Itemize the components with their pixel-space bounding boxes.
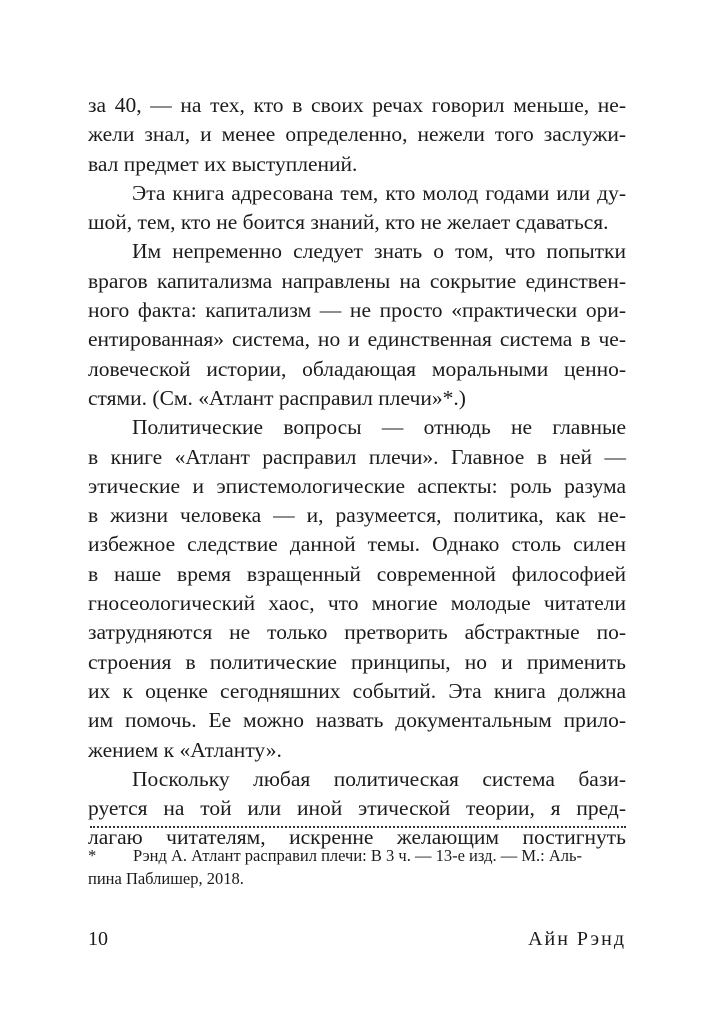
text-line: Политические вопросы — отнюдь не главные xyxy=(132,415,626,440)
text-line: шой, тем, кто не боится знаний, кто не желает сдаваться. xyxy=(88,210,609,235)
page-footer xyxy=(88,928,626,956)
footnote-line: пина Паблишер, 2018. xyxy=(88,869,244,888)
body-text xyxy=(88,91,626,853)
text-line: Поскольку любая политическая система бази- xyxy=(132,766,626,791)
text-line: в наше время взращенный современной философией xyxy=(88,561,626,586)
text-line: этические и эпистемологические аспекты: роль разума xyxy=(88,473,626,498)
text-line: в книге «Атлант расправил плечи». Главное в ней — xyxy=(88,444,626,469)
text-line: врагов капитализма направлены на сокрытие единствен- xyxy=(88,268,626,293)
text-line: стями. (См. «Атлант расправил плечи»*.) xyxy=(88,385,466,410)
text-line: ного факта: капитализм — не просто «практически ори- xyxy=(88,298,626,323)
footnote-marker: * xyxy=(88,846,97,865)
running-head: Айн Рэнд xyxy=(528,928,626,950)
text-line: Эта книга адресована тем, кто молод годами или ду- xyxy=(132,180,626,205)
page-number: 10 xyxy=(88,928,108,950)
footnote xyxy=(88,844,626,890)
text-line: за 40, — на тех, кто в своих речах говорил меньше, не- xyxy=(88,93,626,117)
text-line: Им непременно следует знать о том, что попытки xyxy=(132,239,626,264)
footnote-divider xyxy=(90,826,626,828)
text-line: их к оценке сегодняшних событий. Эта книга должна xyxy=(88,678,626,703)
text-line: ентированная» система, но и единственная система в че- xyxy=(88,327,626,352)
footnote-text: Рэнд А. Атлант расправил плечи: В 3 ч. — 13-е изд. — М.: Аль- xyxy=(133,846,583,865)
text-line: жением к «Атланту». xyxy=(88,737,282,762)
text-line: строения в политические принципы, но и применить xyxy=(88,649,626,674)
text-line: лагаю читателям, искренне желающим постигнуть xyxy=(88,825,626,850)
book-page xyxy=(88,0,626,1034)
text-line: затрудняются не только претворить абстрактные по- xyxy=(88,620,626,645)
text-line: жели знал, и менее определенно, нежели того заслужи- xyxy=(88,122,626,147)
text-line: в жизни человека — и, разумеется, политика, как не- xyxy=(88,503,626,528)
text-line: избежное следствие данной темы. Однако столь силен xyxy=(88,532,626,557)
text-line: руется на той или иной этической теории, я пред- xyxy=(88,796,626,821)
footnote-line xyxy=(88,844,626,867)
text-line: гносеологический хаос, что многие молодые читатели xyxy=(88,591,626,616)
text-line: ловеческой истории, обладающая моральными ценно- xyxy=(88,356,626,381)
text-line: им помочь. Ее можно назвать документальным прило- xyxy=(88,708,626,733)
text-line: вал предмет их выступлений. xyxy=(88,151,358,176)
